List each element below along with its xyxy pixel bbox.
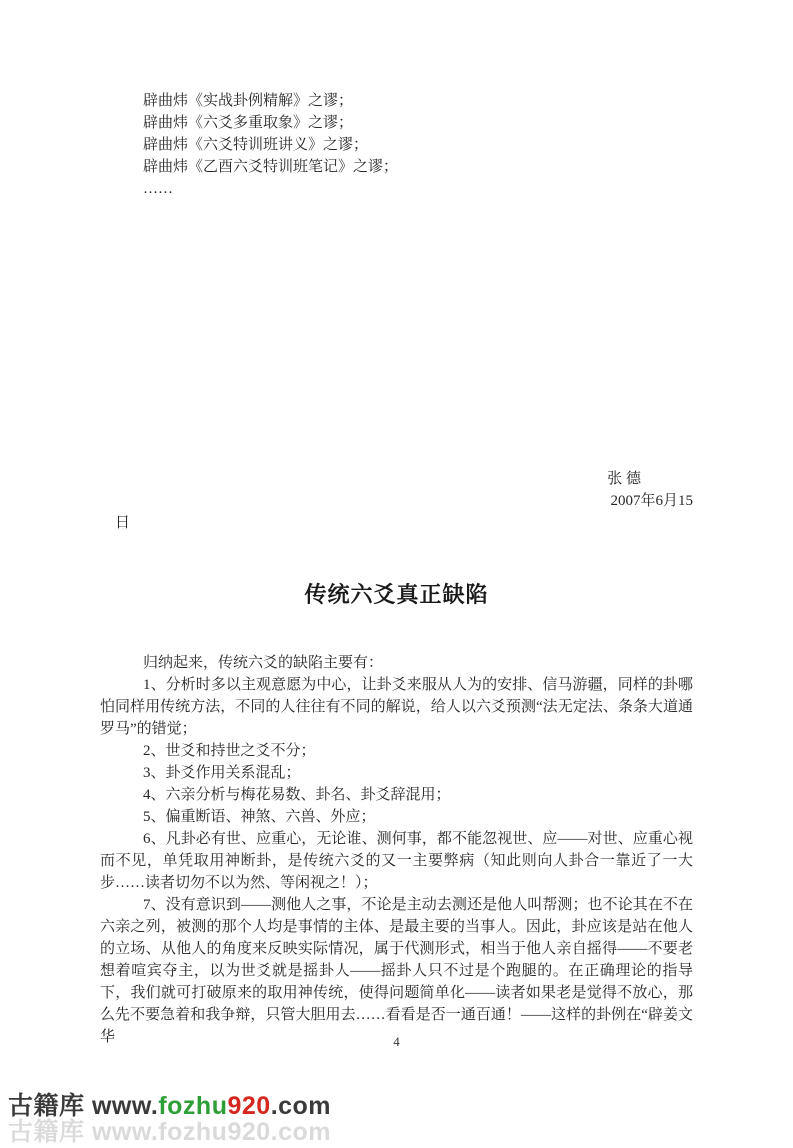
paragraph-item-5: 5、偏重断语、神煞、六兽、外应；	[143, 809, 376, 825]
watermark-url-red: 920	[227, 1092, 271, 1120]
paragraph-item-7: 7、没有意识到——测他人之事，不论是主动去测还是他人叫帮测；也不论其在不在六亲之列，被测的那个人均是事情的主体、是最主要的当事人。因此，卦应该是站在他人的立场、从他人的角度来反映实际情况，属于代测形式，相当于他人亲自摇得——不要老想着喧宾夺主，以为世爻就是摇卦人——摇卦人只不过是个跑腿的。在正确理论的指导下，我们就可打破原来的取用神传统，使得问题简单化——读者如果老是觉得不放心，那么先不要急着和我争辩，只管大胆用去……看看是否一通百通！——这样的卦例在“辟姜文华	[100, 897, 693, 1045]
paragraph-item-4: 4、六亲分析与梅花易数、卦名、卦爻辞混用；	[143, 787, 451, 803]
chapter-title: 传统六爻真正缺陷	[304, 582, 489, 607]
book-list-item: 辟曲炜《乙酉六爻特训班笔记》之谬；	[143, 159, 399, 175]
signature-block	[100, 468, 693, 534]
page-number: 4	[393, 1034, 400, 1049]
book-grievance-list	[100, 90, 693, 200]
paragraph-item-6: 6、凡卦必有世、应重心，无论谁、测何事，都不能忽视世、应——对世、应重心视而不见，单凭取用神断卦，是传统六爻的又一主要弊病（知此则向人卦合一靠近了一大步……读者切勿不以为然、等闲视之！）；	[100, 831, 693, 891]
watermark-url-green: fozhu	[158, 1092, 228, 1120]
watermark-url-suffix: .com	[270, 1092, 332, 1120]
signature-date-wrap: 日	[115, 515, 131, 531]
ellipsis-line: ……	[143, 181, 173, 197]
book-list-item: 辟曲炜《六爻特训班讲义》之谬；	[143, 137, 369, 153]
book-list-item: 辟曲炜《六爻多重取象》之谬；	[143, 115, 354, 131]
body-text	[100, 652, 693, 1048]
book-list-item: 辟曲炜《实战卦例精解》之谬；	[143, 93, 354, 109]
author-name: 张 德	[607, 471, 641, 487]
signature-date: 2007年6月15	[610, 493, 693, 509]
paragraph-item-3: 3、卦爻作用关系混乱；	[143, 765, 301, 781]
watermark-site-name: 古籍库	[8, 1092, 85, 1120]
paragraph-intro: 归纳起来，传统六爻的缺陷主要有：	[143, 655, 384, 671]
paragraph-item-1: 1、分析时多以主观意愿为中心，让卦爻来服从人为的安排、信马游疆，同样的卦哪怕同样用传统方法，不同的人往往有不同的解说，给人以六爻预测“法无定法、条条大道通罗马”的错觉；	[100, 677, 693, 737]
watermark-url-prefix: www.	[84, 1092, 159, 1120]
paragraph-item-2: 2、世爻和持世之爻不分；	[143, 743, 316, 759]
watermark-ghost: 古籍库 www.fozhu920.com	[8, 1118, 332, 1146]
